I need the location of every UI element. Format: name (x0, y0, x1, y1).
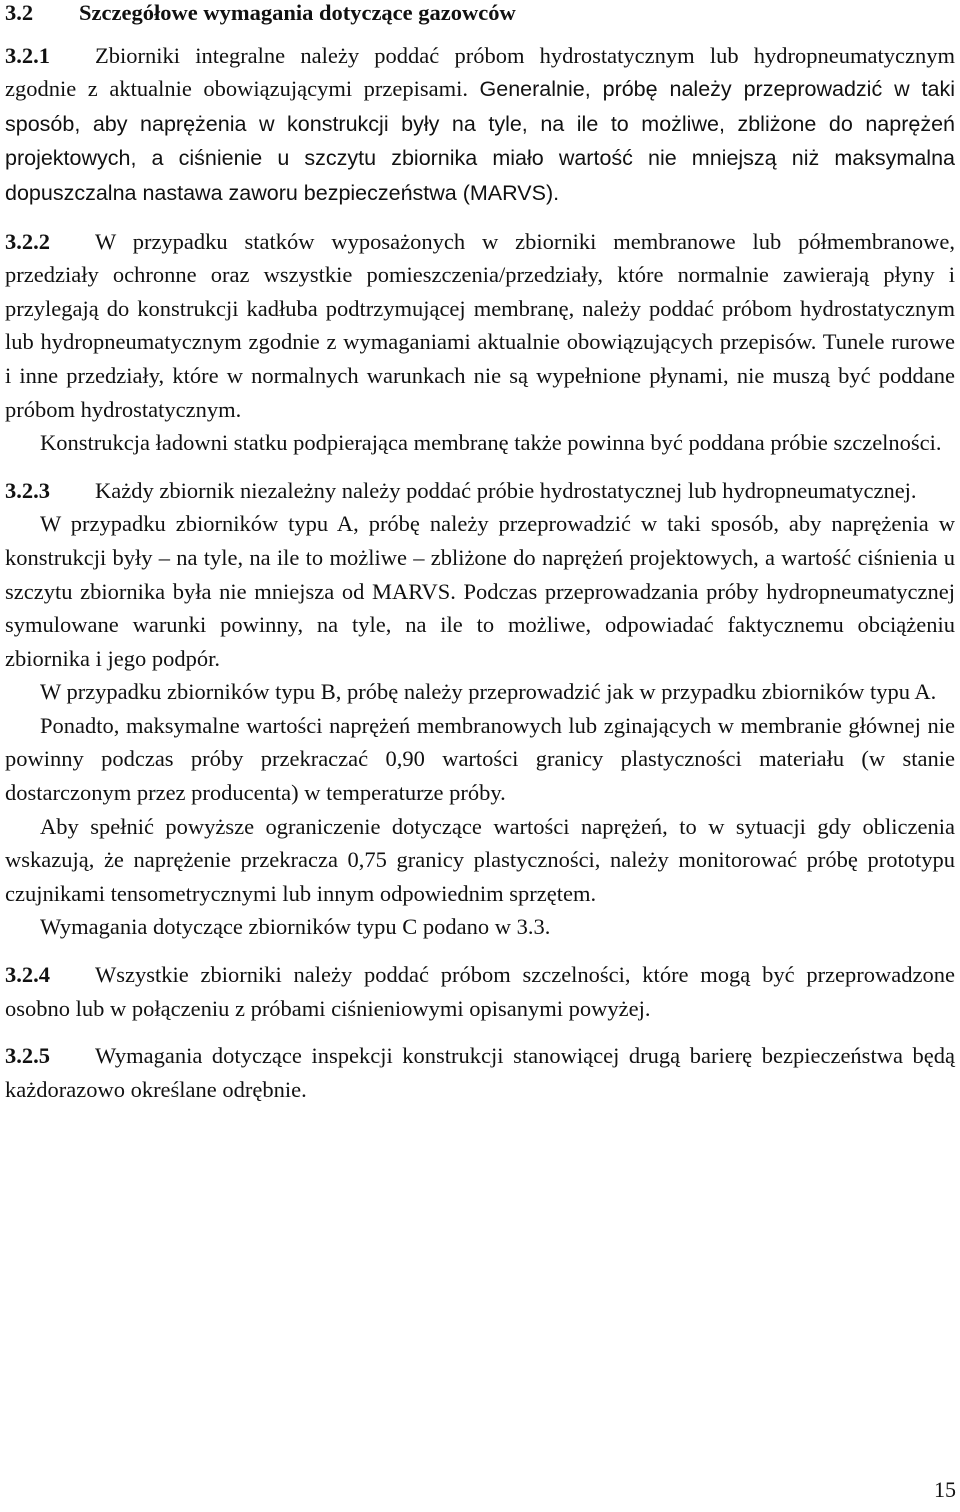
paragraph (5, 474, 955, 508)
paragraph-text: Każdy zbiornik niezależny należy poddać próbie hydrostatycznej lub hydropneumatycznej. (95, 477, 917, 503)
section-number: 3.2.3 (5, 477, 50, 503)
section-heading (5, 0, 955, 30)
section-3-2-3 (5, 474, 955, 944)
section-3-2-1 (5, 39, 955, 211)
page-number: 15 (934, 1477, 956, 1502)
paragraph (5, 426, 955, 460)
paragraph (5, 810, 955, 911)
paragraph (5, 709, 955, 810)
paragraph-text: W przypadku zbiorników typu A, próbę należy przeprowadzić w taki sposób, aby naprężenia w konstrukcji były – na tyle, na ile to możliwe – zbliżone do naprężeń projektowych, a wartość ciśnienia u szczytu zbiornika była nie mniejsza od MARVS. Podczas przeprowadzania próby hydropneumatycznej symulowane warunki powinny, na tyle, na ile to możliwe, odpowiadać faktycznemu obciążeniu zbiornika i jego podpór. (5, 511, 955, 671)
section-3-2-2 (5, 225, 955, 460)
paragraph (5, 958, 955, 1025)
paragraph (5, 225, 955, 427)
section-number: 3.2.2 (5, 228, 50, 254)
section-number: 3.2.1 (5, 42, 50, 68)
paragraph-text: Wymagania dotyczące zbiorników typu C podano w 3.3. (40, 914, 551, 940)
section-number: 3.2.4 (5, 962, 50, 988)
paragraph-text: Aby spełnić powyższe ograniczenie dotyczące wartości naprężeń, to w sytuacji gdy obliczenia wskazują, że naprężenie przekracza 0,75 granicy plastyczności, należy monitorować próbę prototypu czujnikami tensometrycznymi lub innym odpowiednim sprzętem. (5, 813, 955, 906)
paragraph (5, 1039, 955, 1106)
paragraph-text: Wymagania dotyczące inspekcji konstrukcji stanowiącej drugą barierę bezpieczeństwa będą każdorazowo określane odrębnie. (5, 1043, 955, 1102)
heading-number: 3.2 (5, 0, 34, 25)
paragraph-text: Ponadto, maksymalne wartości naprężeń membranowych lub zginających w membranie głównej nie powinny podczas próby przekraczać 0,90 wartości granicy plastyczności materiału (w stanie dostarczonym przez producenta) w temperaturze próby. (5, 712, 955, 806)
heading-title: Szczegółowe wymagania dotyczące gazowców (79, 0, 516, 25)
paragraph (5, 507, 955, 675)
paragraph-text: W przypadku statków wyposażonych w zbiorniki membranowe lub półmembranowe, przedziały ochronne oraz wszystkie pomieszczenia/przedziały, które normalnie zawierają płyny i przylegają do konstrukcji kadłuba podtrzymującej membranę, należy poddać próbom hydrostatycznym lub hydropneumatycznym zgodnie z wymaganiami aktualnie obowiązujących przepisów. Tunele rurowe i inne przedziały, które w normalnych warunkach nie są wypełnione płynami, nie muszą być poddane próbom hydrostatycznym. (5, 228, 955, 422)
section-number: 3.2.5 (5, 1043, 50, 1069)
paragraph-text: Generalnie, próbę należy przeprowadzić w taki sposób, aby naprężenia w konstrukcji były na tyle, na ile to możliwe, zbliżone do naprężeń projektowych, a ciśnienie u szczytu zbiornika miało wartość nie mniejszą niż maksymalna dopuszczalna nastawa zaworu bezpieczeństwa (MARVS). (5, 77, 955, 205)
paragraph-text: Wszystkie zbiorniki należy poddać próbom szczelności, które mogą być przeprowadzone osobno lub w połączeniu z próbami ciśnieniowymi opisanymi powyżej. (5, 962, 955, 1021)
section-3-2-5 (5, 1039, 955, 1106)
paragraph (5, 39, 955, 211)
paragraph (5, 675, 955, 709)
paragraph-text: Zbiorniki integralne należy poddać próbom hydrostatycznym lub hydropneumatycznym zgodnie z aktualnie obowiązującymi przepisami. (5, 42, 955, 102)
sections-container (5, 39, 955, 1107)
paragraph-text: W przypadku zbiorników typu B, próbę należy przeprowadzić jak w przypadku zbiorników typu A. (40, 679, 937, 705)
document-page (5, 0, 955, 1120)
paragraph (5, 910, 955, 944)
section-3-2-4 (5, 958, 955, 1025)
paragraph-text: Konstrukcja ładowni statku podpierająca membranę także powinna być poddana próbie szczelności. (40, 430, 942, 456)
